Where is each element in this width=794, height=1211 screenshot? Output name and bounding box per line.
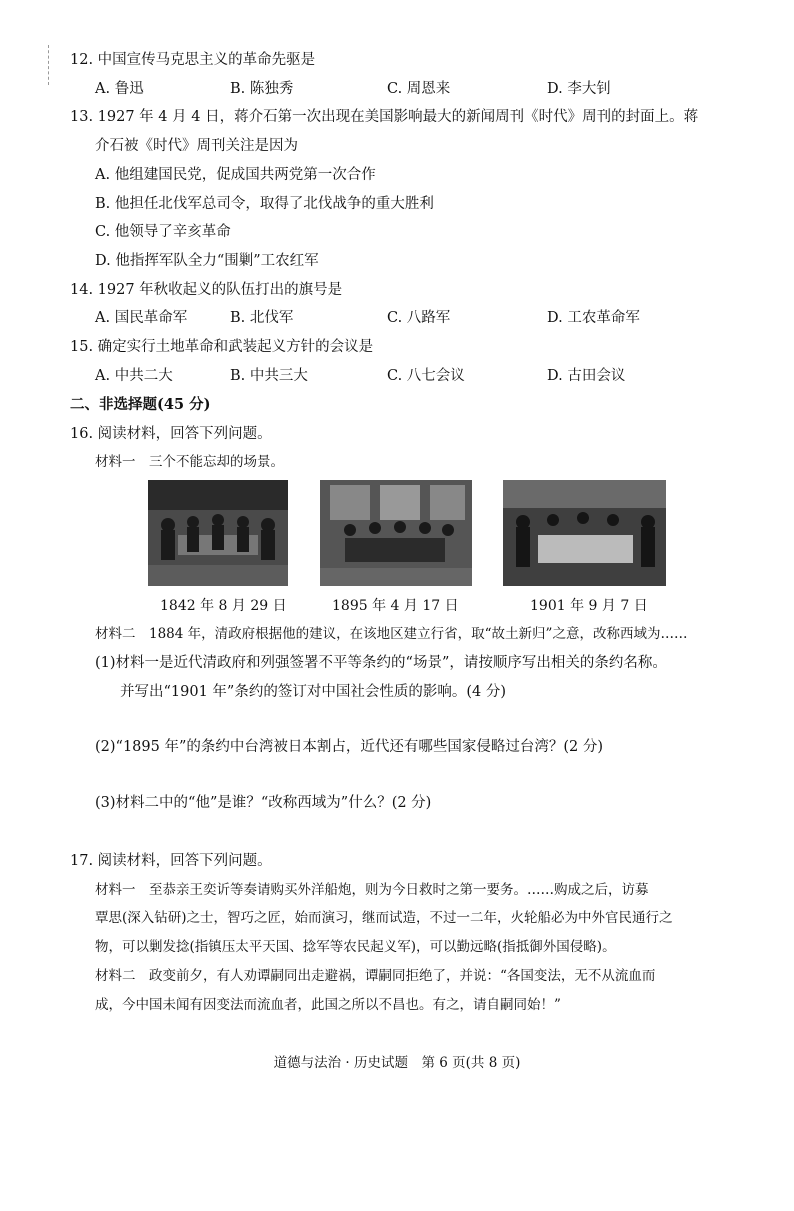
q17-material1-line3: 物，可以剿发捻(指镇压太平天国、捻军等农民起义军)，可以勤远略(指抵御外国侵略)。 (95, 939, 616, 955)
q13-option-b: B. 他担任北伐军总司令，取得了北伐战争的重大胜利 (95, 196, 434, 212)
q16-sub2: (2)“1895 年”的条约中台湾被日本割占，近代还有哪些国家侵略过台湾？(2 分) (95, 739, 604, 755)
q14-option-a: A. 国民革命军 (95, 310, 188, 326)
q12-stem: 12. 中国宣传马克思主义的革命先驱是 (70, 52, 316, 68)
q12-options (95, 79, 715, 99)
q13-option-c: C. 他领导了辛亥革命 (95, 224, 231, 240)
q14-options (95, 308, 715, 328)
q15-option-c: C. 八七会议 (387, 368, 465, 384)
q16-sub3: (3)材料二中的“他”是谁？“改称西域为”什么？(2 分) (95, 795, 432, 811)
q12-option-b: B. 陈独秀 (230, 81, 294, 97)
q15-options (95, 366, 715, 386)
q14-option-d: D. 工农革命军 (547, 310, 640, 326)
q17-material1-line1: 材料一 至恭亲王奕䜣等奏请购买外洋船炮，则为今日救时之第一要务。……购成之后，访募 (95, 882, 649, 898)
caption-1901: 1901 年 9 月 7 日 (530, 598, 648, 614)
q13-stem-line2: 介石被《时代》周刊关注是因为 (95, 138, 298, 154)
q16-material2: 材料二 1884 年，清政府根据他的建议，在该地区建立行省，取“故土新归”之意，改称西域为…… (95, 626, 688, 642)
q17-material1-line2: 覃思(深入钻研)之士，智巧之匠，始而演习，继而试造，不过一二年，火轮船必为中外官民通行之 (95, 910, 673, 926)
q13-option-a: A. 他组建国民党，促成国共两党第一次合作 (95, 167, 376, 183)
q12-option-d: D. 李大钊 (547, 81, 611, 97)
q17-stem: 17. 阅读材料，回答下列问题。 (70, 853, 272, 869)
q16-stem: 16. 阅读材料，回答下列问题。 (70, 426, 272, 442)
q15-option-a: A. 中共二大 (95, 368, 173, 384)
binding-margin-line (48, 45, 49, 85)
photo-treaty-1842 (148, 480, 288, 586)
q14-stem: 14. 1927 年秋收起义的队伍打出的旗号是 (70, 282, 343, 298)
q12-option-c: C. 周恩来 (387, 81, 451, 97)
q17-material2-line1: 材料二 政变前夕，有人劝谭嗣同出走避祸，谭嗣同拒绝了，并说：“各国变法，无不从流血而 (95, 968, 656, 984)
q16-sub1-line2: 并写出“1901 年”条约的签订对中国社会性质的影响。(4 分) (120, 684, 506, 700)
q14-option-c: C. 八路军 (387, 310, 451, 326)
q15-option-b: B. 中共三大 (230, 368, 308, 384)
page-footer: 道德与法治 · 历史试题 第 6 页(共 8 页) (273, 1055, 521, 1071)
q13-stem-line1: 13. 1927 年 4 月 4 日，蒋介石第一次出现在美国影响最大的新闻周刊《时代》周刊的封面上。蒋 (70, 109, 699, 125)
q13-option-d: D. 他指挥军队全力“围剿”工农红军 (95, 253, 319, 269)
caption-1842: 1842 年 8 月 29 日 (160, 598, 287, 614)
q16-sub1-line1: (1)材料一是近代清政府和列强签署不平等条约的“场景”，请按顺序写出相关的条约名称。 (95, 655, 667, 671)
photo-1842-image (148, 480, 288, 586)
q12-option-a: A. 鲁迅 (95, 81, 144, 97)
q14-option-b: B. 北伐军 (230, 310, 294, 326)
q15-stem: 15. 确定实行土地革命和武装起义方针的会议是 (70, 339, 374, 355)
photo-1895-image (320, 480, 472, 586)
q15-option-d: D. 古田会议 (547, 368, 626, 384)
section-2-title: 二、非选择题(45 分) (70, 396, 211, 413)
caption-1895: 1895 年 4 月 17 日 (332, 598, 459, 614)
q16-material1: 材料一 三个不能忘却的场景。 (95, 454, 284, 470)
photo-1901-image (503, 480, 666, 586)
q17-material2-line2: 成，今中国未闻有因变法而流血者，此国之所以不昌也。有之，请自嗣同始！” (95, 997, 561, 1013)
photo-treaty-1895 (320, 480, 472, 586)
photo-treaty-1901 (503, 480, 666, 586)
